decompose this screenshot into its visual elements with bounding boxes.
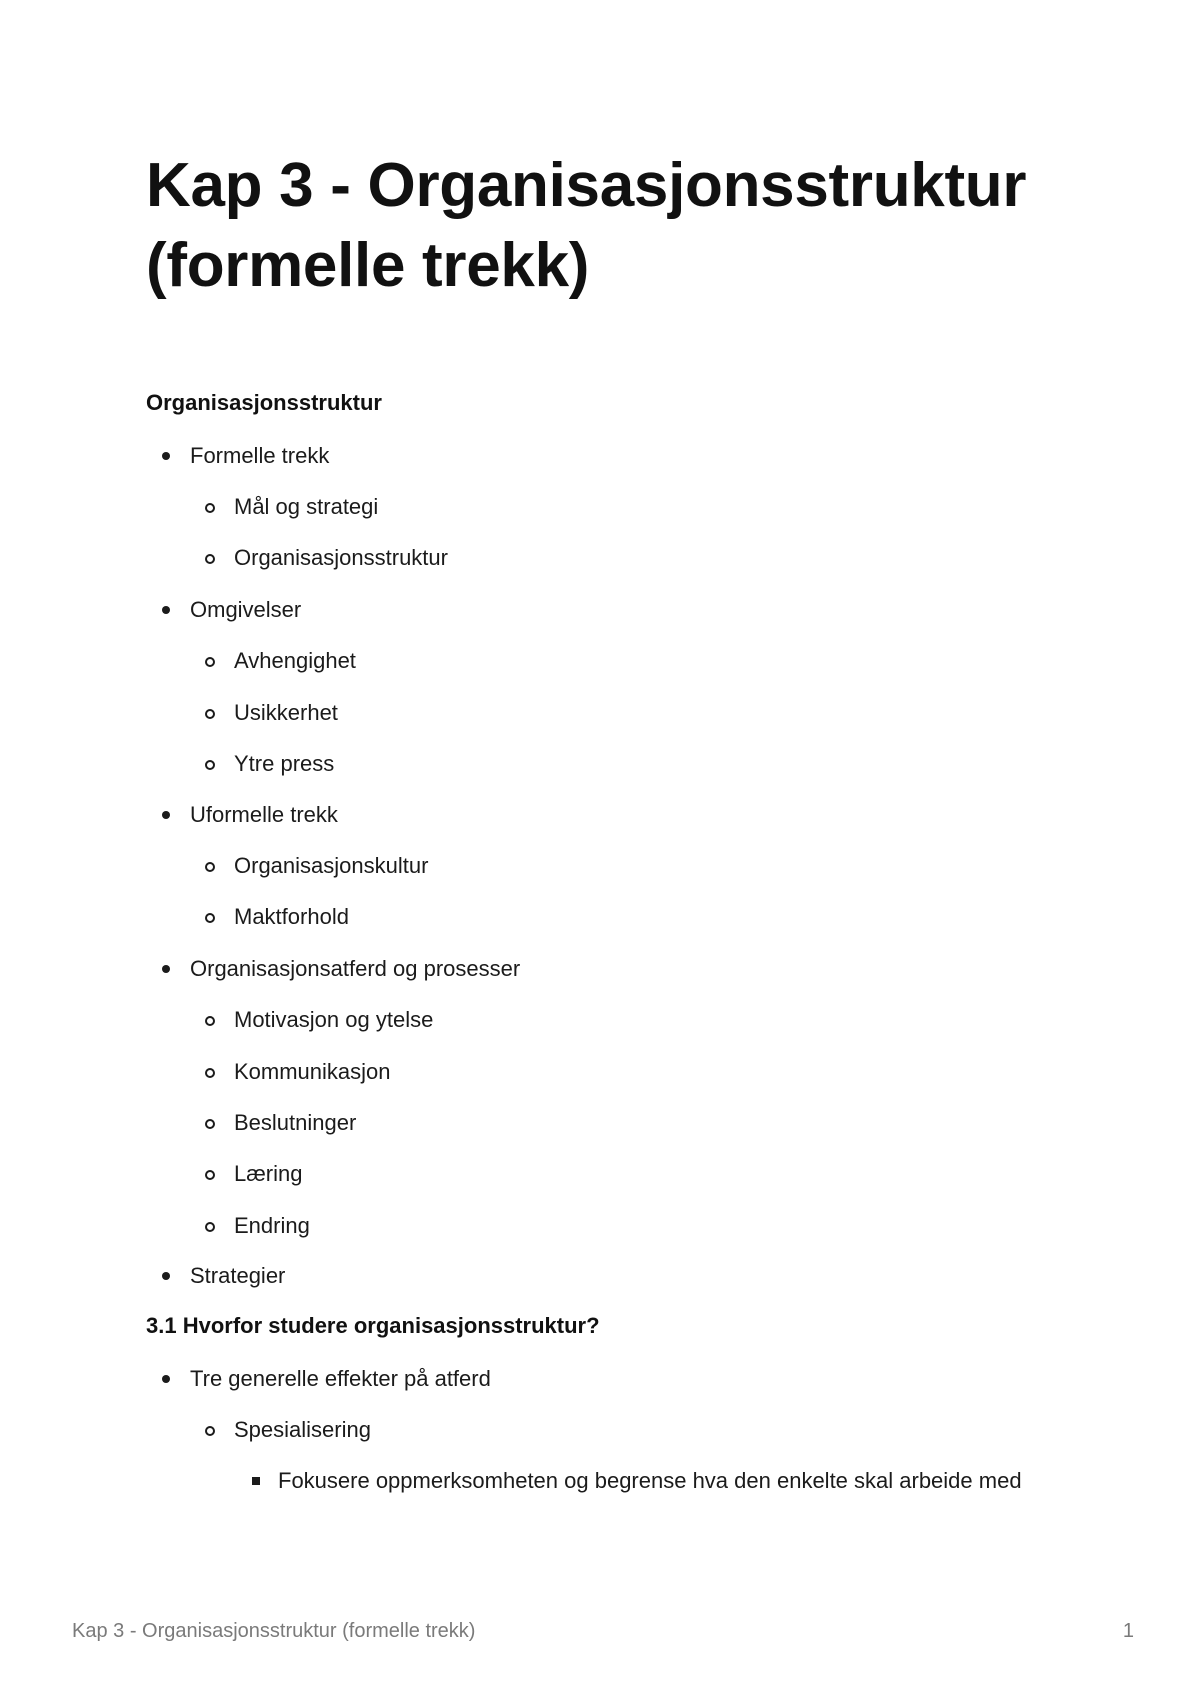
bullet-filled-icon [162,965,170,973]
list-item: Organisasjonskultur [234,853,429,878]
list-item: Formelle trekk [190,443,330,468]
list-item: Mål og strategi [234,494,379,519]
footer-document-title: Kap 3 - Organisasjonsstruktur (formelle trekk) [72,1620,476,1642]
bullet-hollow-icon [205,503,215,513]
list-item: Tre generelle effekter på atferd [190,1366,491,1391]
bullet-hollow-icon [205,760,215,770]
list-item: Omgivelser [190,597,302,622]
bullet-hollow-icon [205,657,215,667]
bullet-hollow-icon [205,554,215,564]
list-item: Endring [234,1213,310,1238]
bullet-filled-icon [162,1272,170,1280]
list-item: Ytre press [234,751,335,776]
page-title: Kap 3 - Organisasjonsstruktur (formelle trekk) [146,151,1027,300]
list-item: Maktforhold [234,904,349,929]
list-item: Organisasjonsstruktur [234,545,448,570]
list-item: Motivasjon og ytelse [234,1007,434,1032]
section-heading: 3.1 Hvorfor studere organisasjonsstruktur? [146,1313,600,1338]
bullet-hollow-icon [205,1119,215,1129]
list-item: Kommunikasjon [234,1059,391,1084]
bullet-hollow-icon [205,1016,215,1026]
list-item: Læring [234,1161,303,1186]
bullet-square-icon [252,1477,260,1485]
bullet-hollow-icon [205,709,215,719]
list-item: Spesialisering [234,1417,371,1442]
footer-page-number: 1 [1122,1620,1134,1642]
bullet-hollow-icon [205,913,215,923]
bullet-hollow-icon [205,1222,215,1232]
list-item: Beslutninger [234,1110,357,1135]
bullet-hollow-icon [205,1068,215,1078]
list-item: Usikkerhet [234,700,338,725]
bullet-filled-icon [162,1375,170,1383]
bullet-hollow-icon [205,862,215,872]
list-item: Strategier [190,1263,286,1288]
list-item: Fokusere oppmerksomheten og begrense hva den enkelte skal arbeide med [278,1468,1022,1493]
section-heading: Organisasjonsstruktur [146,390,382,415]
list-item: Avhengighet [234,648,356,673]
bullet-filled-icon [162,811,170,819]
list-item: Organisasjonsatferd og prosesser [190,956,521,981]
bullet-filled-icon [162,452,170,460]
list-item: Uformelle trekk [190,802,338,827]
bullet-hollow-icon [205,1170,215,1180]
bullet-hollow-icon [205,1426,215,1436]
bullet-filled-icon [162,606,170,614]
